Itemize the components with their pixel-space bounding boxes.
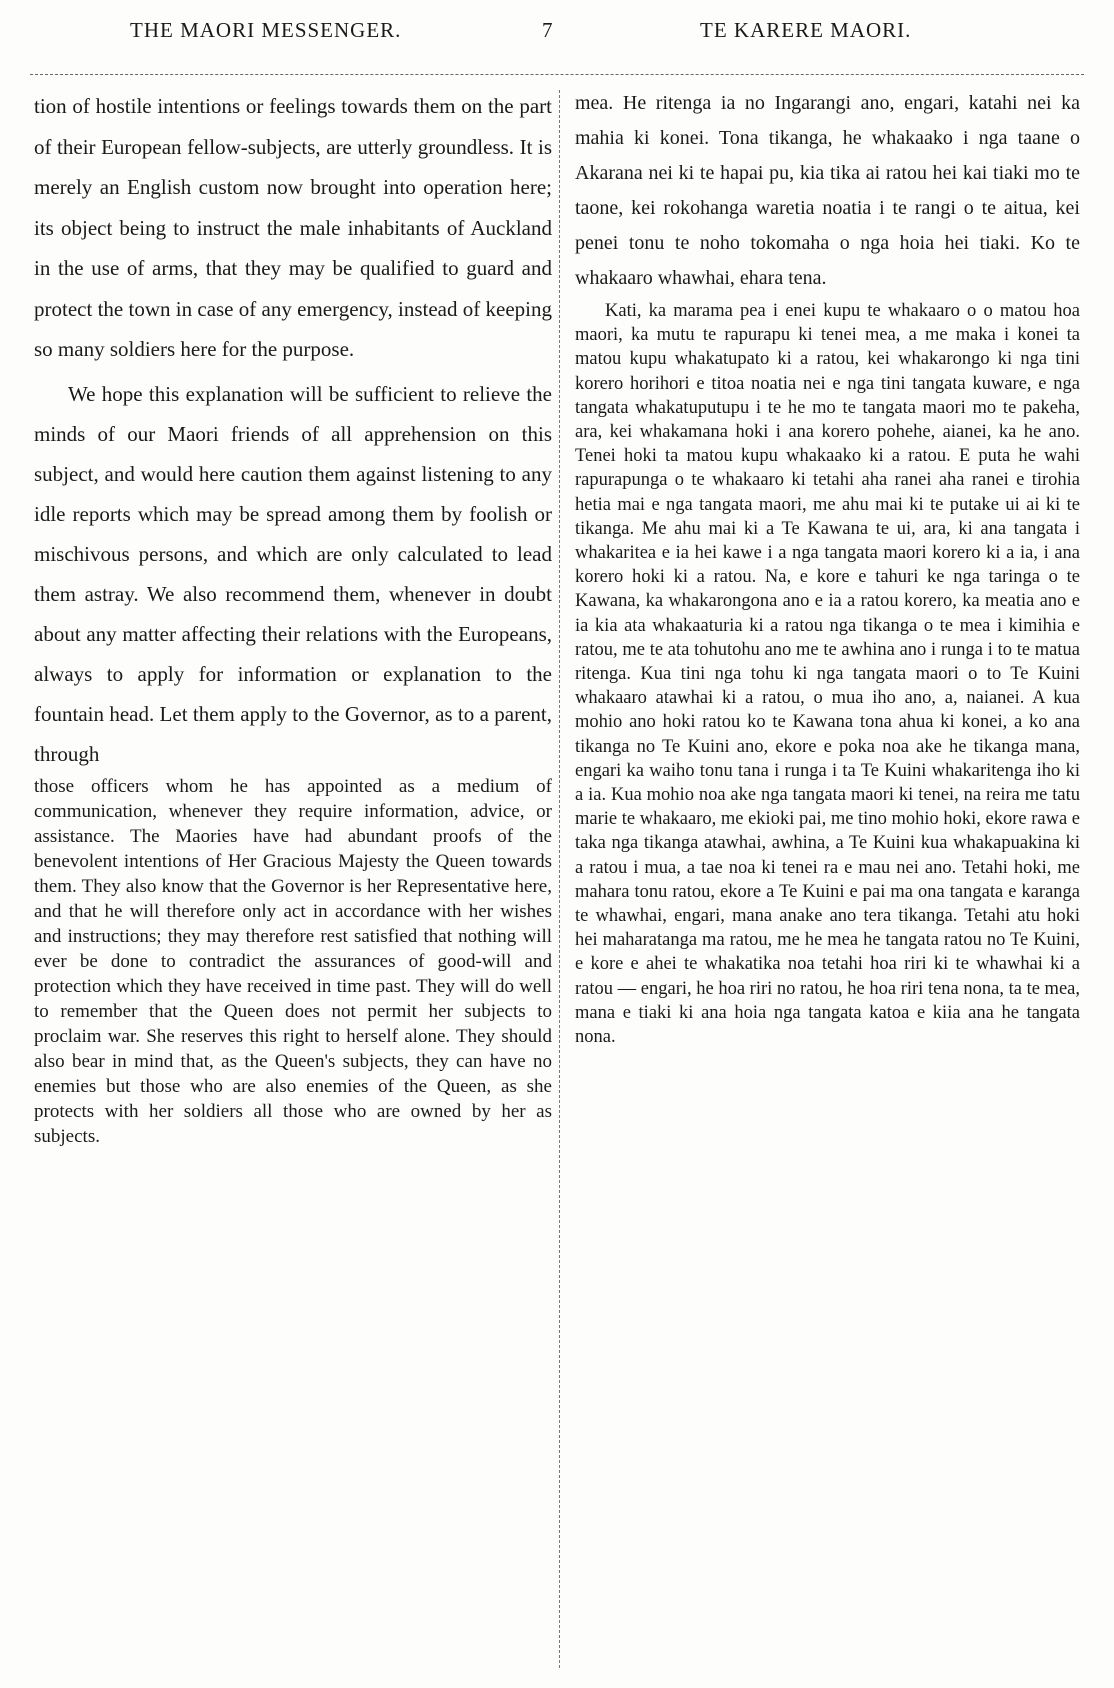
english-masthead: THE MAORI MESSENGER.: [130, 18, 402, 42]
page-number: 7: [542, 18, 554, 42]
page-header: [30, 18, 1084, 58]
english-paragraph-2: We hope this explanation will be sufficient to relieve the minds of our Maori friends of all apprehension on this subject, and would here caution them against listening to any idle reports which may be spread among them by foolish or mischivous persons, and which are only calculated to lead them astray. We also recommend them, whenever in doubt about any matter affecting their relations with the Europeans, always to apply for information or explanation to the fountain head. Let them apply to the Governor, as to a parent, through: [34, 381, 552, 766]
english-paragraph-3: those officers whom he has appointed as a medium of communication, whenever they require information, advice, or assistance. The Maories have had abundant proofs of the benevolent intentions of Her Gracious Majesty the Queen towards them. They also know that the Governor is her Representative here, and that he will therefore only act in accordance with her wishes and instructions; they may therefore rest satisfied that nothing will ever be done to contradict the assurances of good-will and protection which they have received in time past. They will do well to remember that the Queen does not permit her subjects to proclaim war. She reserves this right to herself alone. They should also bear in mind that, as the Queen's subjects, they can have no enemies but those who are also enemies of the Queen, as she protects with her soldiers all those who are owned by her as subjects.: [34, 775, 552, 1147]
maori-column: [575, 86, 1080, 1049]
maori-paragraph-1: mea. He ritenga ia no Ingarangi ano, engari, katahi nei ka mahia ki konei. Tona tikanga, he whakaako i nga taane o Akarana nei ki te hapai pu, kia tika ai ratou hei kai tiaki mo te taone, kei rokohanga waretia noatia i te rangi o te aitua, kei penei tonu te noho tokomaha o nga hoia hei tiaki. Ko te whakaaro whawhai, ehara tena.: [575, 92, 1080, 289]
maori-paragraph-2: Kati, ka marama pea i enei kupu te whakaaro o o matou hoa maori, ka mutu te rapurapu ki tenei mea, a me maka i konei ta matou kupu whakatupato ki a ratou, kei whakarongo ki nga tini korero horihori e titoa noatia nei e nga tini tangata kuware, e nga tangata whakatuputupu i te he mo te tangata maori mo te pakeha, ara, kei whakamana hoki i ana korero pohehe, aianei, ka he ano. Tenei hoki ta matou kupu whakaako ki a ratou. E puta he wahi rapurapunga o te whakaaro ki tetahi aha ranei aha ranei e tirohia hetia mai e nga tangata maori, me ahu mai ki te putake ui ai ki te tikanga. Me ahu mai ki a Te Kawana te ui, ara, ki ana tangata i whakaritea e ia hei kawe i a nga tangata maori korero ki a ia, i ana korero hoki ki a ratou. Na, e kore e tahuri ke nga taringa o te Kawana, ka whakarongona ano e ia a ratou korero, ka meatia ano e ia kia ata whakaaturia ki a ratou nga tikanga o te mea i kimihia e ratou, me te ata tohutohu ano me te awhina ano i runga i to te matua ritenga. Kua tini nga tohu ki nga tangata maori o to Te Kuini whakaaro atawhai ki a ratou, o mua iho ano, a, naianei. A kua mohio ano hoki ratou ko te Kawana tona ahua ki konei, a ko ana tikanga no Te Kuini ano, ekore e poka noa ake he tikanga mana, engari ka waiho tonu tana i runga i ta Te Kuini whakaritenga iho ki a ia. Kua mohio noa ake nga tangata maori ki tenei, na reira me tatu marie te whakaaro, me ekioki pai, me tino mohio hoki, ekore rawa e taka nga tikanga atawhai, awhina, a Te Kuini kua whakapuakina ki a ratou i mua, a tae noa ki tenei ra e mau nei ano. Tetahi hoki, me mahara tonu ratou, ekore a Te Kuini e pai ma ona tangata e karanga te whawhai, engari, mana anake ano tera tikanga. Tetahi atu hoki hei maharatanga ma ratou, me he mea he tangata ratou no Te Kuini, e kore e ahei te whakatika noa tetahi hoa riri ki te whawhai ki a ratou — engari, he hoa riri no ratou, he hoa riri tena nona, ta te mea, mana e tiaki ki ana hoia nga tangata katoa e kiia ana he tangata nona.: [575, 301, 1080, 1048]
english-column: [34, 86, 552, 1149]
maori-masthead: TE KARERE MAORI.: [700, 18, 912, 42]
english-paragraph-1: tion of hostile intentions or feelings towards them on the part of their European fellow-subjects, are utterly groundless. It is merely an English custom now brought into operation here; its object being to instruct the male inhabitants of Auckland in the use of arms, that they may be qualified to guard and protect the town in case of any emergency, instead of keeping so many soldiers here for the purpose.: [34, 94, 552, 361]
header-rule: [30, 74, 1084, 75]
column-divider: [559, 90, 560, 1668]
